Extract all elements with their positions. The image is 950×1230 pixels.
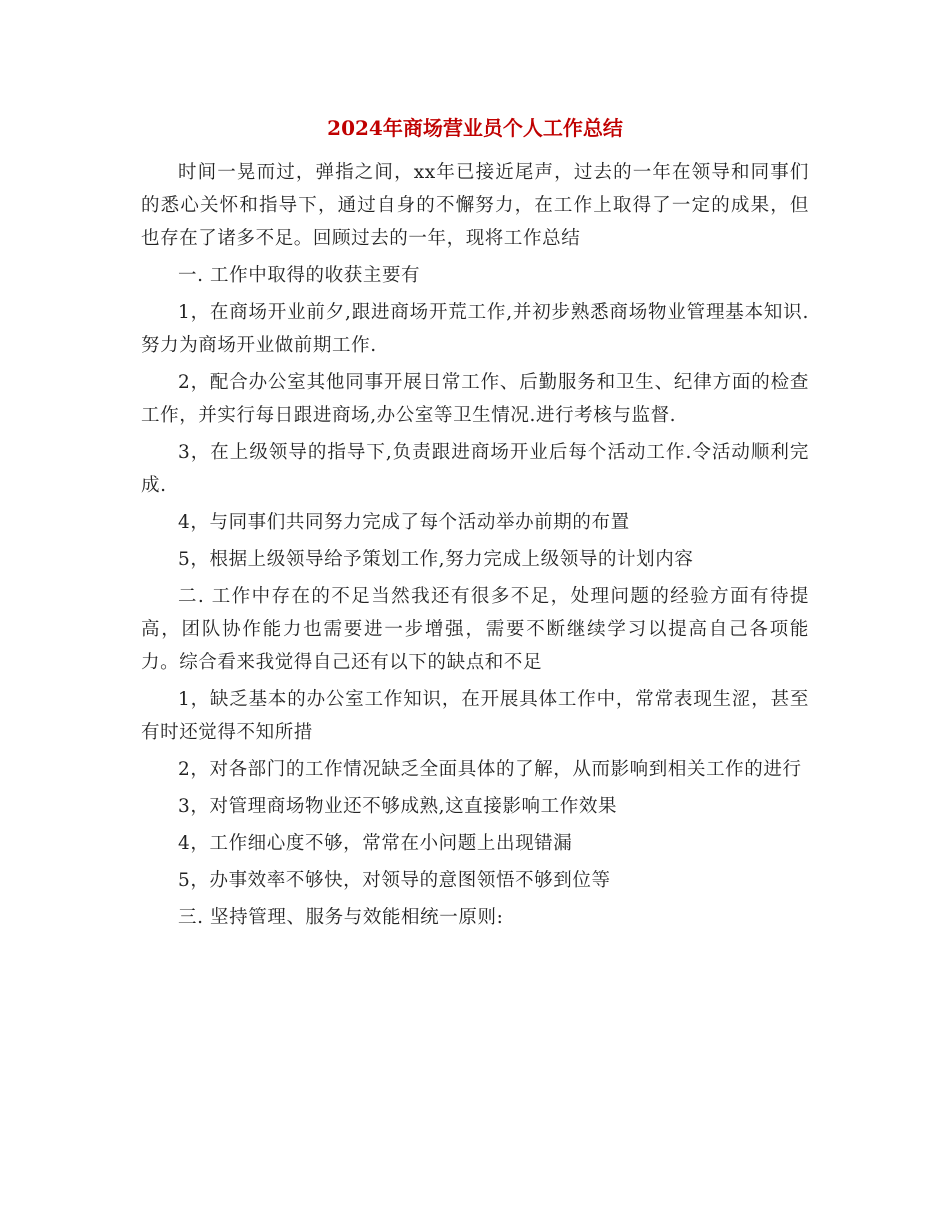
shortcoming-item-5: 5，办事效率不够快，对领导的意图领悟不够到位等 xyxy=(178,870,611,891)
shortcoming-item-3: 3，对管理商场物业还不够成熟,这直接影响工作效果 xyxy=(178,796,618,817)
shortcoming-item-1: 1，缺乏基本的办公室工作知识，在开展具体工作中，常常表现生涩，甚至有时还觉得不知所措 xyxy=(141,689,809,743)
intro-paragraph: 时间一晃而过，弹指之间，xx年已接近尾声，过去的一年在领导和同事们的悉心关怀和指导下，通过自身的不懈努力，在工作上取得了一定的成果，但也存在了诸多不足。回顾过去的一年，现将工作总结 xyxy=(141,162,809,249)
section-heading-shortcomings: 二. 工作中存在的不足当然我还有很多不足，处理问题的经验方面有待提高，团队协作能力也需要进一步增强，需要不断继续学习以提高自己各项能力。综合看来我觉得自己还有以下的缺点和不足 xyxy=(141,586,809,673)
document-title: 2024年商场营业员个人工作总结 xyxy=(327,116,623,140)
section-heading-principles: 三. 坚持管理、服务与效能相统一原则: xyxy=(178,907,504,928)
shortcoming-item-2: 2，对各部门的工作情况缺乏全面具体的了解，从而影响到相关工作的进行 xyxy=(178,759,802,780)
gain-item-2: 2，配合办公室其他同事开展日常工作、后勤服务和卫生、纪律方面的检查工作，并实行每日跟进商场,办公室等卫生情况.进行考核与监督. xyxy=(141,372,809,426)
section-heading-gains: 一. 工作中取得的收获主要有 xyxy=(178,265,421,286)
gain-item-5: 5，根据上级领导给予策划工作,努力完成上级领导的计划内容 xyxy=(178,549,694,570)
shortcoming-item-4: 4，工作细心度不够，常常在小问题上出现错漏 xyxy=(178,833,573,854)
gain-item-1: 1，在商场开业前夕,跟进商场开荒工作,并初步熟悉商场物业管理基本知识.努力为商场开业做前期工作. xyxy=(141,302,809,356)
gain-item-4: 4，与同事们共同努力完成了每个活动举办前期的布置 xyxy=(178,512,630,533)
document-body xyxy=(141,156,809,938)
gain-item-3: 3，在上级领导的指导下,负责跟进商场开业后每个活动工作.令活动顺利完成. xyxy=(141,442,809,496)
